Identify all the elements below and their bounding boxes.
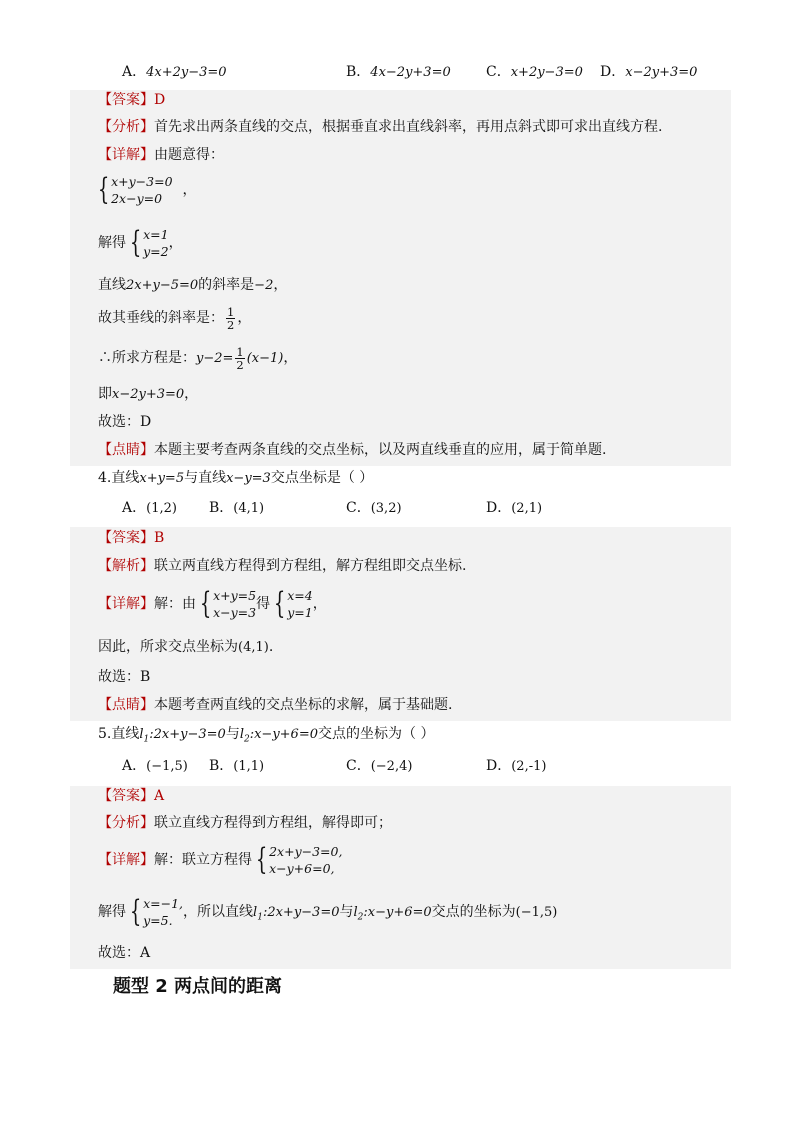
q3-equation: ∴所求方程是：y−2= $\frac{1}{2}$ (x−1)， — [98, 344, 298, 372]
equation-system: x+y=5 x−y=3 — [213, 588, 257, 620]
q4-thus: 因此，所求交点坐标为(4,1). — [98, 639, 274, 655]
option-expression: x+2y−3=0 — [510, 65, 583, 80]
q4-comment: 【点睛】本题考查两直线的交点坐标的求解，属于基础题. — [98, 697, 453, 713]
q5-analysis: 【分析】联立直线方程得到方程组，解得即可； — [98, 815, 392, 831]
q5-answer: 【答案】A — [98, 788, 165, 804]
q3-option-d — [600, 62, 697, 83]
option-label: B． — [346, 64, 371, 80]
option-expression: 4x−2y+3=0 — [370, 65, 451, 80]
q5-stem: 5.直线$l_1:2x+y-3=0$与$l_2:x-y+6=0$交点的坐标为（ ） — [98, 726, 435, 745]
q5-option-a: A．(−1,5) — [122, 758, 188, 774]
solution-system: x=4 y=1 — [287, 588, 313, 620]
equation-system: x+y−3=0 2x−y=0 — [111, 174, 173, 206]
q3-analysis — [98, 117, 793, 137]
answer-value: D — [154, 92, 166, 108]
option-label: A． — [122, 64, 147, 80]
fraction: $\frac{1}{2}$ — [236, 344, 244, 372]
q4-option-b: B．(4,1) — [209, 500, 265, 516]
q5-option-d: D．(2,-1) — [486, 758, 547, 774]
brace-icon: { — [199, 586, 212, 621]
q4-stem: 4.直线x+y=5与直线x−y=3交点坐标是（ ） — [98, 470, 374, 486]
option-expression: x−2y+3=0 — [625, 65, 698, 80]
brace-icon: { — [129, 894, 142, 929]
q3-result: 即x−2y+3=0， — [98, 386, 199, 402]
q4-option-a: A．(1,2) — [122, 500, 177, 516]
q3-solve: 解得 { x=1 y=2 ， — [98, 225, 183, 260]
q3-option-b — [346, 62, 451, 83]
q5-option-b: B．(1,1) — [209, 758, 265, 774]
comment-tag: 【点睛】 — [98, 442, 154, 458]
q5-solve: 解得 { x=−1, y=5. ，所以直线$l_1:2x+y-3=0$与$l_2:x-y+6=0$交点的坐标为(−1,5) — [98, 894, 558, 929]
analysis-text: 首先求出两条直线的交点，根据垂直求出直线斜率，再用点斜式即可求出直线方程. — [154, 119, 663, 135]
section-title: 题型 2 两点间的距离 — [113, 976, 283, 997]
option-label: C． — [486, 64, 511, 80]
q3-answer — [98, 90, 793, 110]
option-expression: 4x+2y−3=0 — [146, 65, 227, 80]
q3-option-a — [122, 62, 227, 83]
q4-choose: 故选：B — [98, 669, 151, 685]
q3-option-c — [486, 62, 583, 83]
q3-perpendicular: 故其垂线的斜率是： $\frac{1}{2}$ ， — [98, 304, 252, 332]
q4-detail: 【详解】解：由 { x+y=5 x−y=3 得 { x=4 y=1 ， — [98, 586, 327, 621]
answer-tag: 【答案】 — [98, 92, 154, 108]
q4-option-c: C．(3,2) — [346, 500, 402, 516]
equation-system: 2x+y−3=0, x−y+6=0, — [269, 844, 343, 876]
solution-system: x=1 y=2 — [143, 227, 169, 259]
detail-text: 由题意得： — [154, 147, 224, 163]
detail-tag: 【详解】 — [98, 147, 154, 163]
solution-system: x=−1, y=5. — [143, 896, 184, 928]
comment-text: 本题主要考查两条直线的交点坐标，以及两直线垂直的应用，属于简单题. — [154, 442, 607, 458]
q3-slope: 直线2x+y−5=0的斜率是−2， — [98, 277, 288, 293]
q5-option-c: C．(−2,4) — [346, 758, 413, 774]
brace-icon: { — [97, 172, 110, 207]
q4-analysis: 【解析】联立两直线方程得到方程组，解方程组即交点坐标. — [98, 558, 467, 574]
q4-option-d: D．(2,1) — [486, 500, 543, 516]
q5-choose: 故选：A — [98, 945, 151, 961]
q3-system: { x+y−3=0 2x−y=0 ， — [97, 172, 197, 207]
analysis-tag: 【分析】 — [98, 119, 154, 135]
brace-icon: { — [129, 225, 142, 260]
option-label: D． — [600, 64, 626, 80]
brace-icon: { — [255, 842, 268, 877]
q3-detail — [98, 145, 793, 165]
brace-icon: { — [273, 586, 286, 621]
fraction: $\frac{1}{2}$ — [227, 304, 235, 332]
q3-choose: 故选：D — [98, 414, 152, 430]
q4-answer: 【答案】B — [98, 530, 165, 546]
q3-comment — [98, 440, 793, 460]
q5-detail: 【详解】解：联立方程得 { 2x+y−3=0, x−y+6=0, — [98, 842, 343, 877]
